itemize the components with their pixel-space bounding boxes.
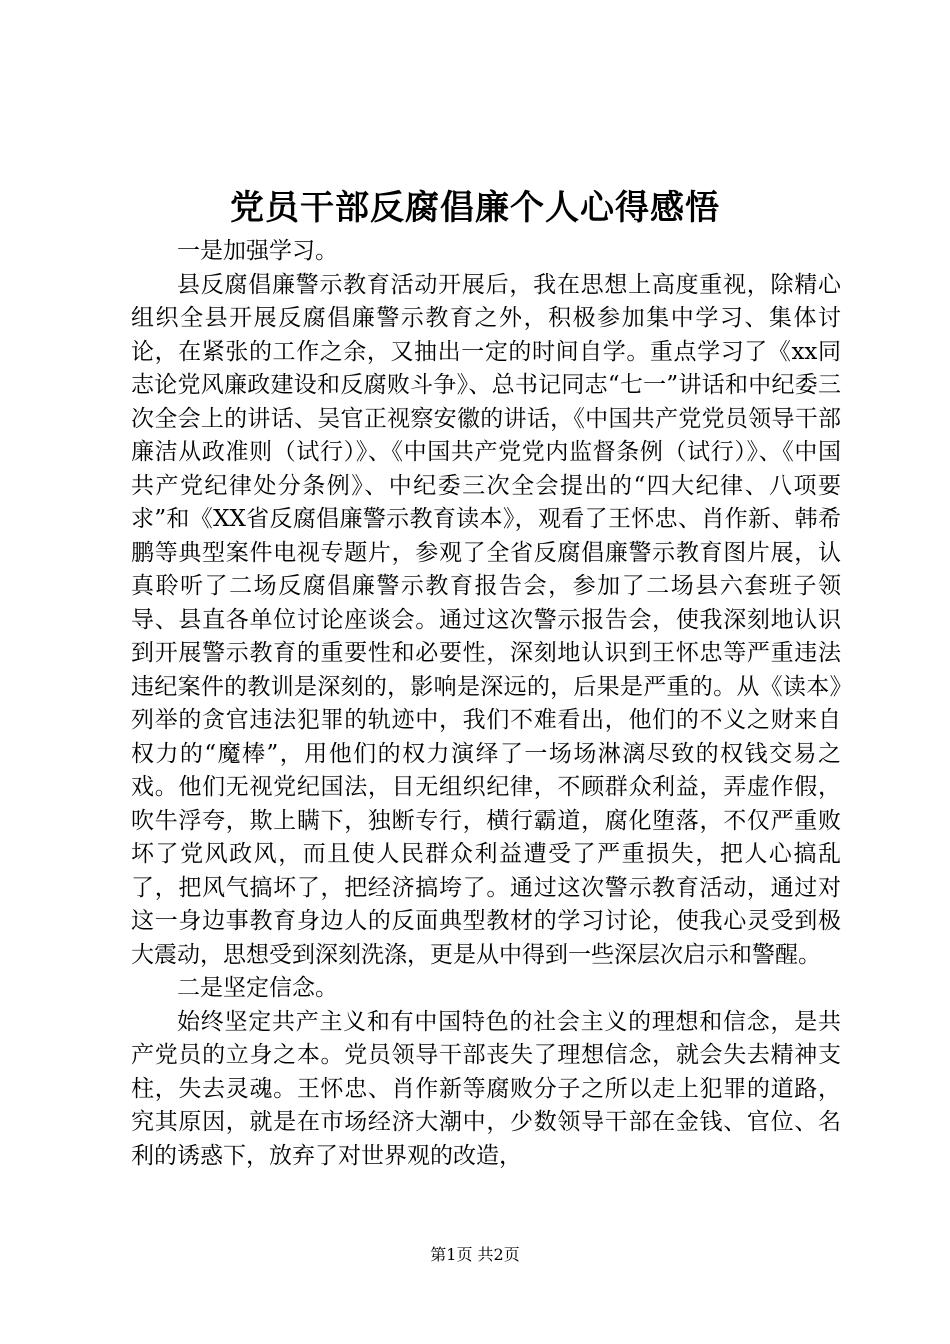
section-heading-belief: 二是坚定信念。 (177, 975, 338, 1001)
document-body (131, 235, 841, 1173)
page-number-footer: 第1页 共2页 (430, 1245, 520, 1264)
paragraph-study: 县反腐倡廉警示教育活动开展后，我在思想上高度重视，除精心组织全县开展反腐倡廉警示教育之外，积极参加集中学习、集体讨论，在紧张的工作之余，又抽出一定的时间自学。重点学习了《xx同志论党风廉政建设和反腐败斗争》、总书记同志“七一”讲话和中纪委三次全会上的讲话、吴官正视察安徽的讲话，《中国共产党党员领导干部廉洁从政准则（试行）》、《中国共产党党内监督条例（试行）》、《中国共产党纪律处分条例》、中纪委三次全会提出的“四大纪律、八项要求”和《XX省反腐倡廉警示教育读本》，观看了王怀忠、肖作新、韩希鹏等典型案件电视专题片，参观了全省反腐倡廉警示教育图片展，认真聆听了二场反腐倡廉警示教育报告会，参加了二场县六套班子领导、县直各单位讨论座谈会。通过这次警示报告会，使我深刻地认识到开展警示教育的重要性和必要性，深刻地认识到王怀忠等严重违法违纪案件的教训是深刻的，影响是深远的，后果是严重的。从《读本》列举的贪官违法犯罪的轨迹中，我们不难看出，他们的不义之财来自权力的“魔棒”，用他们的权力演绎了一场场淋漓尽致的权钱交易之戏。他们无视党纪国法，目无组织纪律，不顾群众利益，弄虚作假，吹牛浮夸，欺上瞒下，独断专行，横行霸道，腐化堕落，不仅严重败坏了党风政风，而且使人民群众利益遭受了严重损失，把人心搞乱了，把风气搞坏了，把经济搞垮了。通过这次警示教育活动，通过对这一身边事教育身边人的反面典型教材的学习讨论，使我心灵受到极大震动，思想受到深刻洗涤，更是从中得到一些深层次启示和警醒。 (131, 271, 841, 968)
paragraph-belief: 始终坚定共产主义和有中国特色的社会主义的理想和信念，是共产党员的立身之本。党员领导干部丧失了理想信念，就会失去精神支柱，失去灵魂。王怀忠、肖作新等腐败分子之所以走上犯罪的道路，究其原因，就是在市场经济大潮中，少数领导干部在金钱、官位、名利的诱惑下，放弃了对世界观的改造， (131, 1008, 841, 1169)
document-title: 党员干部反腐倡廉个人心得感悟 (230, 188, 720, 228)
section-heading-study: 一是加强学习。 (177, 238, 338, 264)
